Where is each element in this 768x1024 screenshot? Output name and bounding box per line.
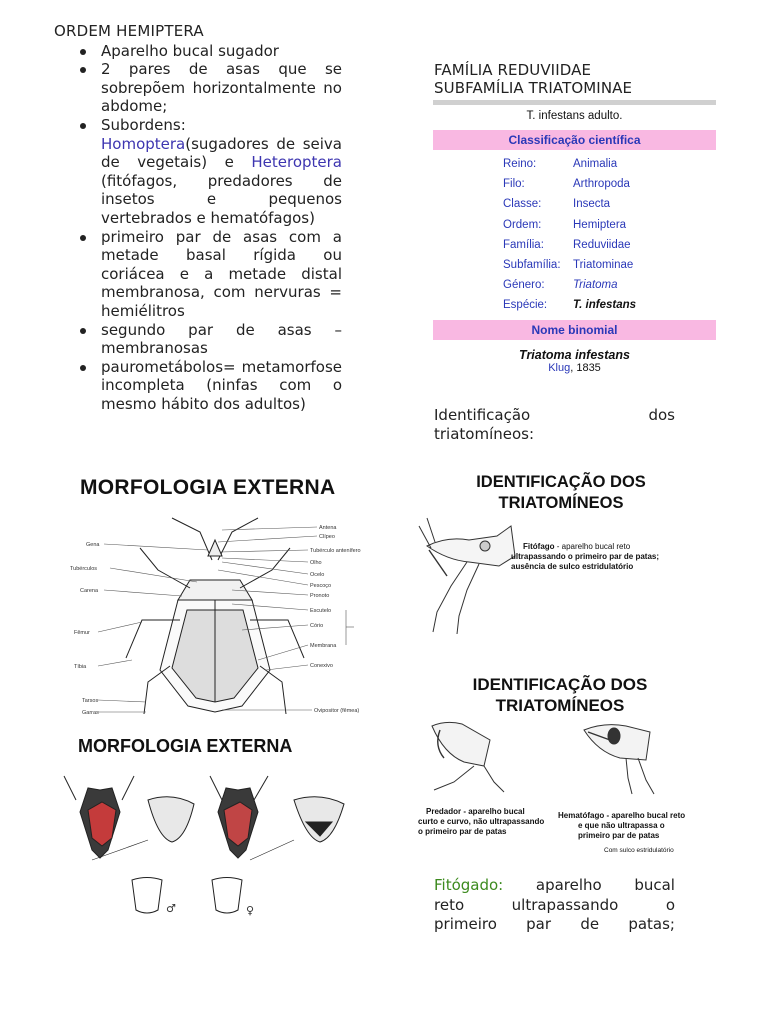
identification-text [434, 406, 675, 444]
rank-label: Género: [503, 279, 545, 292]
definition-word: aparelho [535, 876, 602, 894]
taxobox-row [503, 215, 636, 235]
morphology-title-2: MORFOLOGIA EXTERNA [78, 736, 293, 756]
definition-line [434, 896, 675, 916]
hematophagous-caption-2: e que não ultrapassa o [578, 821, 665, 830]
bug-diagram-svg [62, 470, 367, 718]
binomial-author [433, 362, 716, 374]
taxobox-image [433, 100, 716, 390]
predator-caption-3: o primeiro par de patas [418, 827, 507, 836]
morph-label-right: Ovipositor (fêmea) [314, 708, 360, 714]
morph-label-left: Tíbia [74, 664, 87, 670]
morph-label-right: Cório [310, 623, 324, 629]
morph-label-left: Garras [82, 710, 99, 716]
author-name: Klug [548, 361, 571, 374]
rank-value: Triatominae [573, 259, 634, 272]
rank-value: Hemiptera [573, 218, 627, 231]
bullet-item: Aparelho bucal sugador [101, 42, 342, 61]
rank-label: Família: [503, 238, 544, 251]
bullet-item: segundo par de asas – membranosas [101, 320, 342, 358]
morph-label-right: Conexivo [310, 663, 333, 669]
morph-label-right: Olho [310, 560, 322, 566]
family-line: FAMÍLIA REDUVIIDAE [434, 61, 592, 79]
identification-title-line: IDENTIFICAÇÃO DOS [472, 675, 648, 694]
order-bullet-list [54, 42, 342, 414]
morph-label-left: Gena [86, 542, 100, 548]
taxobox-top-bar [433, 100, 716, 105]
rank-value: Arthropoda [573, 178, 630, 191]
taxobox-row [503, 275, 636, 295]
bullet-item: 2 pares de asas que se sobrepõem horizontalmente no abdome; [101, 60, 342, 116]
definition-word: bucal [634, 876, 675, 894]
morph-label-right: Escutelo [310, 608, 332, 614]
bullet-item: paurometábolos= metamorfose incompleta (ninfas com o mesmo hábito dos adultos) [101, 357, 342, 413]
heteroptera-term: Heteroptera [251, 153, 342, 172]
morphology-figure-2 [62, 730, 367, 925]
taxobox-row [503, 194, 636, 214]
caption-bold: Predador [426, 807, 462, 816]
taxobox-row [503, 174, 636, 194]
rank-value: Reduviidae [573, 238, 631, 251]
author-year: , 1835 [570, 361, 601, 374]
caption-text: - aparelho bucal reto [604, 811, 686, 820]
definition-line [434, 915, 675, 935]
identification-word: Identificação [434, 406, 531, 424]
morphology-figure-1 [62, 470, 367, 718]
female-symbol: ♀ [246, 904, 255, 917]
homoptera-term: Homoptera [101, 134, 186, 153]
rank-label: Espécie: [503, 299, 548, 312]
morph-label-right: Clípeo [319, 534, 335, 540]
rank-label: Classe: [503, 198, 542, 211]
definition-word: primeiro [434, 915, 497, 933]
definition-word: ultrapassando [511, 895, 619, 914]
binomial-name: Triatoma infestans [519, 347, 630, 362]
identification-title-line: IDENTIFICAÇÃO DOS [476, 473, 646, 491]
taxobox-binomial-header: Nome binomial [433, 320, 716, 340]
morph-label-right: Membrana [310, 643, 337, 649]
order-title: ORDEM HEMIPTERA [54, 22, 204, 40]
homoptera-description: (sugadores de seiva de vegetais) e [101, 134, 342, 172]
identification-word: dos [648, 406, 675, 424]
predator-caption-1 [426, 807, 525, 816]
phytophagous-caption-3: ausência de sulco estridulatório [511, 562, 634, 571]
phytophagous-head-svg [407, 466, 702, 646]
rank-value: Animalia [573, 158, 618, 171]
definition-word: de [580, 915, 600, 933]
family-heading [434, 62, 632, 97]
morph-label-right: Ocelo [310, 572, 325, 578]
left-column [54, 22, 342, 413]
morph-label-left: Carena [80, 588, 99, 594]
heteroptera-description: (fitófagos, predadores de insetos e pequenos vertebrados e hematófagos) [101, 171, 342, 227]
taxobox-table [503, 154, 636, 316]
identification-title-line: TRIATOMÍNEOS [495, 696, 625, 715]
identification-line: triatomíneos: [434, 425, 535, 443]
predator-caption-2: curto e curvo, não ultrapassando [418, 817, 545, 826]
morph-label-right: Pescoço [310, 583, 332, 589]
subordens-label: Subordens: [101, 115, 186, 134]
taxobox-caption: T. infestans adulto. [526, 110, 623, 122]
rank-label: Reino: [503, 158, 537, 171]
identification-title-line: TRIATOMÍNEOS [498, 494, 624, 512]
morph-label-right: Tubérculo antenífero [310, 548, 361, 554]
predator-hematophagous-svg [414, 666, 704, 858]
rank-value: T. infestans [573, 299, 637, 312]
hematophagous-caption-1 [558, 811, 685, 820]
rank-label: Ordem: [503, 218, 542, 231]
definition-word: patas; [628, 915, 675, 933]
phytophagous-definition [434, 876, 675, 935]
caption-bold: Hematófago [558, 811, 605, 820]
taxobox-classification-header: Classificação científica [433, 130, 716, 150]
caption-text: - aparelho bucal reto [554, 542, 631, 551]
rank-label: Filo: [503, 178, 525, 191]
rank-value: Insecta [573, 198, 611, 211]
male-symbol: ♂ [166, 902, 176, 915]
rank-value: Triatoma [573, 279, 618, 292]
phytophagous-caption-1 [523, 542, 631, 551]
morph-label-right: Antena [319, 525, 337, 531]
bug-photos-svg [62, 730, 367, 925]
morphology-title: MORFOLOGIA EXTERNA [80, 476, 336, 499]
stridulatory-footer: Com sulco estridulatório [604, 847, 674, 854]
rank-label: Subfamília: [503, 259, 561, 272]
hematophagous-caption-3: primeiro par de patas [578, 831, 660, 840]
caption-text: - aparelho bucal [461, 807, 525, 816]
bullet-item-subordens [101, 116, 342, 228]
phytophagous-caption-2: ultrapassando o primeiro par de patas; [511, 552, 660, 561]
identification-figure-phytophagous [407, 466, 702, 646]
bullet-item: primeiro par de asas com a metade basal rígida ou coriácea e a metade distal membranosa, com nervuras = hemiélitros [101, 227, 342, 320]
caption-bold: Fitófago [523, 542, 555, 551]
subfamily-line: SUBFAMÍLIA TRIATOMINAE [434, 78, 633, 97]
identification-figure-predator-hematophagous [414, 666, 704, 858]
definition-word: o [665, 895, 675, 914]
taxobox-row [503, 235, 636, 255]
taxobox-row [503, 295, 636, 315]
morph-label-left: Tubérculos [70, 566, 98, 572]
identification-line [434, 406, 675, 425]
morph-label-left: Fêmur [74, 630, 90, 636]
taxobox-row [503, 255, 636, 275]
taxobox-row [503, 154, 636, 174]
definition-word: reto [434, 895, 465, 914]
definition-word: par [526, 915, 552, 933]
morph-label-left: Tarsos [82, 698, 99, 704]
morph-label-right: Pronoto [310, 593, 330, 599]
phytophagous-label: Fitógado: [434, 876, 504, 894]
definition-line [434, 876, 675, 896]
